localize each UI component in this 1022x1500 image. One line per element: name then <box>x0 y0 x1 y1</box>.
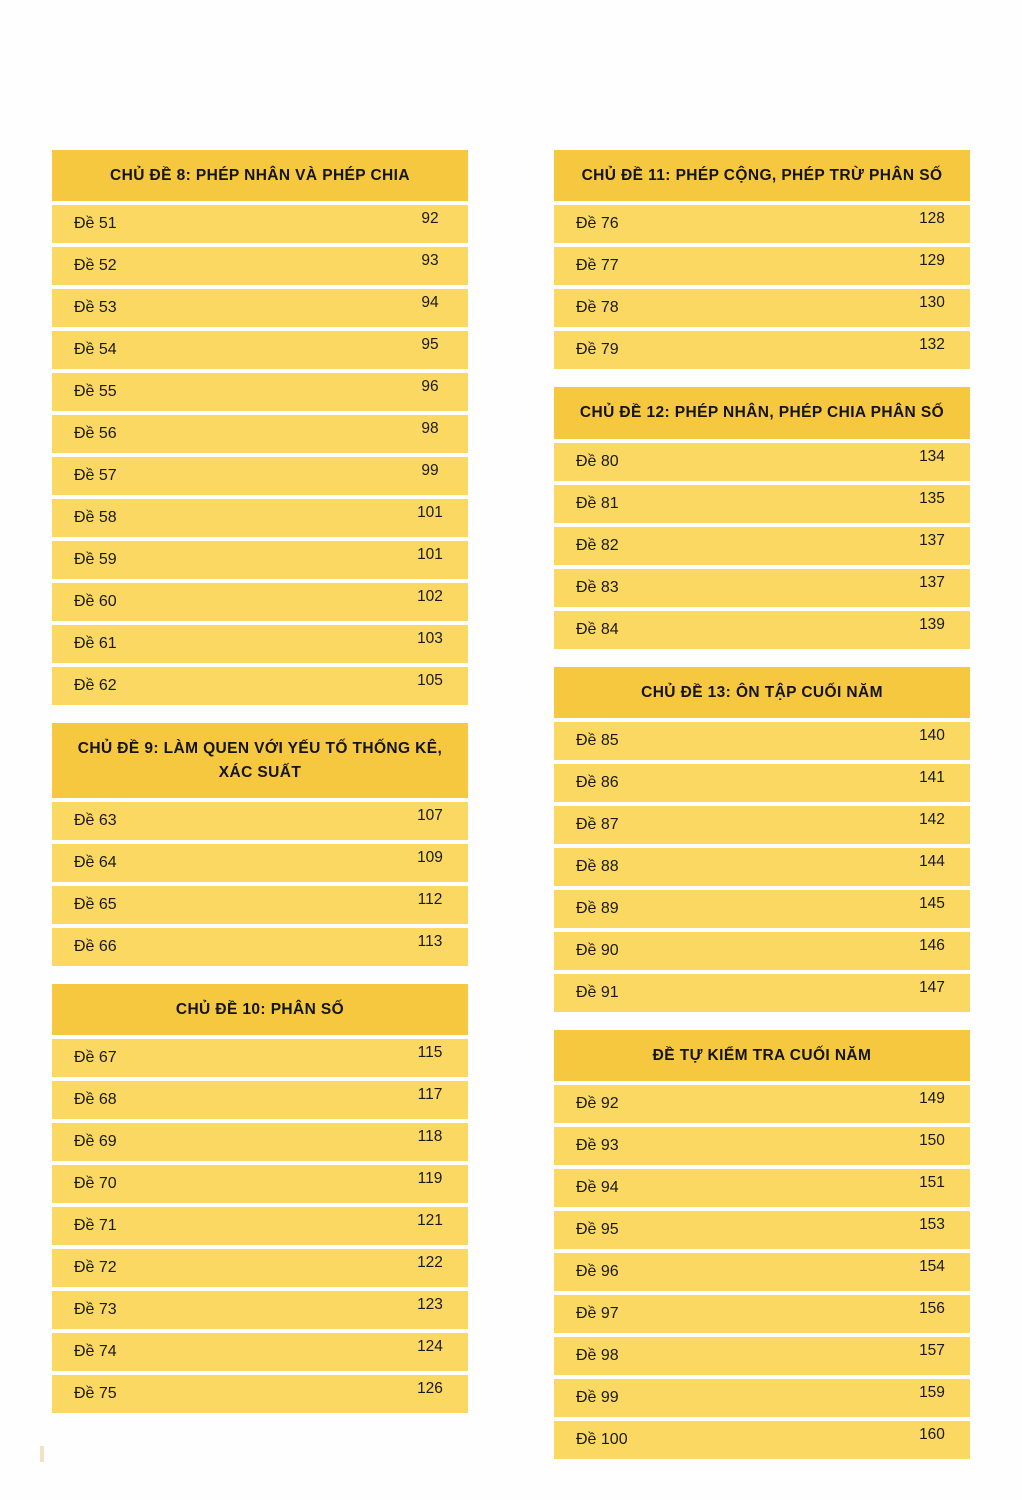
toc-entry-page-number: 153 <box>919 1216 945 1233</box>
toc-entry-page-number: 132 <box>919 336 945 354</box>
toc-entry-page-number: 109 <box>417 848 443 866</box>
toc-entry-row[interactable] <box>554 331 970 369</box>
toc-entry-page-number: 130 <box>919 294 945 312</box>
toc-entry-page-number: 93 <box>421 252 439 270</box>
toc-entry-label: Đề 53 <box>74 299 117 317</box>
toc-entry-page-number: 157 <box>919 1342 945 1359</box>
toc-entry-row[interactable] <box>554 1337 970 1375</box>
toc-entry-row[interactable] <box>52 1249 468 1287</box>
toc-entry-row[interactable] <box>554 289 970 327</box>
toc-entry-page-number: 99 <box>421 462 439 480</box>
toc-entry-page-number: 107 <box>417 806 443 824</box>
toc-entry-label: Đề 78 <box>576 299 619 317</box>
toc-entry-label: Đề 70 <box>74 1175 117 1192</box>
toc-entry-label: Đề 52 <box>74 257 117 275</box>
toc-entry-row[interactable] <box>52 1291 468 1329</box>
section-heading: CHỦ ĐỀ 13: ÔN TẬP CUỐI NĂM <box>554 667 970 718</box>
toc-entry-label: Đề 90 <box>576 941 619 959</box>
toc-entry-page-number: 95 <box>421 336 439 354</box>
toc-entry-row[interactable] <box>554 485 970 523</box>
toc-entry-page-number: 101 <box>417 546 443 564</box>
toc-entry-row[interactable] <box>554 890 970 928</box>
toc-entry-page-number: 117 <box>417 1086 443 1103</box>
toc-entry-label: Đề 94 <box>576 1179 619 1196</box>
toc-entry-page-number: 146 <box>919 936 945 954</box>
toc-entry-label: Đề 60 <box>74 593 117 611</box>
toc-entry-row[interactable] <box>52 541 468 579</box>
toc-entry-row[interactable] <box>52 1207 468 1245</box>
toc-entry-label: Đề 98 <box>576 1347 619 1364</box>
toc-entry-label: Đề 76 <box>576 215 619 233</box>
toc-entry-page-number: 145 <box>919 894 945 912</box>
toc-entry-label: Đề 75 <box>74 1385 117 1402</box>
toc-entry-row[interactable] <box>52 886 468 924</box>
toc-entry-label: Đề 54 <box>74 341 117 359</box>
toc-entry-page-number: 103 <box>417 630 443 648</box>
toc-entry-label: Đề 51 <box>74 215 117 233</box>
toc-entry-label: Đề 83 <box>576 578 619 596</box>
toc-entry-row[interactable] <box>52 625 468 663</box>
toc-entry-label: Đề 81 <box>576 494 619 512</box>
toc-entry-label: Đề 72 <box>74 1259 117 1276</box>
toc-entry-page-number: 151 <box>919 1174 945 1191</box>
toc-entry-row[interactable] <box>554 1295 970 1333</box>
toc-entry-page-number: 92 <box>421 210 439 228</box>
toc-entry-row[interactable] <box>52 1333 468 1371</box>
toc-entry-label: Đề 57 <box>74 467 117 485</box>
toc-entry-label: Đề 62 <box>74 677 117 695</box>
toc-entry-row[interactable] <box>554 1211 970 1249</box>
toc-entry-page-number: 94 <box>421 294 439 312</box>
toc-entry-page-number: 137 <box>919 573 945 591</box>
toc-entry-page-number: 123 <box>417 1296 443 1313</box>
toc-entry-row[interactable] <box>52 667 468 705</box>
toc-entry-label: Đề 82 <box>576 536 619 554</box>
toc-entry-page-number: 144 <box>919 852 945 870</box>
toc-entry-row[interactable] <box>52 583 468 621</box>
toc-entry-page-number: 105 <box>417 672 443 690</box>
toc-entry-label: Đề 66 <box>74 937 117 955</box>
toc-entry-page-number: 128 <box>919 210 945 228</box>
toc-entry-row[interactable] <box>52 1039 468 1077</box>
toc-entry-row[interactable] <box>52 1165 468 1203</box>
toc-entry-page-number: 115 <box>417 1044 443 1061</box>
toc-entry-label: Đề 64 <box>74 853 117 871</box>
section-heading: CHỦ ĐỀ 11: PHÉP CỘNG, PHÉP TRỪ PHÂN SỐ <box>554 150 970 201</box>
toc-entry-page-number: 112 <box>417 890 443 908</box>
toc-entry-label: Đề 87 <box>576 815 619 833</box>
toc-entry-row[interactable] <box>52 457 468 495</box>
toc-entry-row[interactable] <box>52 1375 468 1413</box>
toc-entry-label: Đề 100 <box>576 1431 628 1448</box>
toc-entry-label: Đề 86 <box>576 773 619 791</box>
toc-entry-row[interactable] <box>52 289 468 327</box>
toc-entry-row[interactable] <box>52 802 468 840</box>
toc-entry-page-number: 140 <box>919 726 945 744</box>
toc-entry-row[interactable] <box>52 844 468 882</box>
toc-entry-label: Đề 61 <box>74 635 117 653</box>
toc-entry-label: Đề 99 <box>576 1389 619 1406</box>
toc-entry-row[interactable] <box>554 527 970 565</box>
toc-entry-label: Đề 63 <box>74 811 117 829</box>
toc-entry-row[interactable] <box>554 205 970 243</box>
toc-entry-page-number: 96 <box>421 378 439 396</box>
toc-entry-page-number: 150 <box>919 1132 945 1149</box>
toc-entry-row[interactable] <box>554 806 970 844</box>
toc-entry-row[interactable] <box>554 1085 970 1123</box>
toc-entry-label: Đề 77 <box>576 257 619 275</box>
toc-entry-page-number: 118 <box>417 1128 443 1145</box>
toc-entry-row[interactable] <box>52 928 468 966</box>
toc-columns <box>52 150 970 1459</box>
toc-entry-row[interactable] <box>52 373 468 411</box>
toc-entry-row[interactable] <box>52 1123 468 1161</box>
toc-entry-page-number: 122 <box>417 1254 443 1271</box>
toc-entry-page-number: 139 <box>919 615 945 633</box>
toc-entry-row[interactable] <box>52 205 468 243</box>
toc-entry-row[interactable] <box>52 415 468 453</box>
toc-column <box>554 150 970 1459</box>
toc-entry-label: Đề 74 <box>74 1343 117 1360</box>
toc-entry-label: Đề 79 <box>576 341 619 359</box>
section-spacer <box>554 373 970 383</box>
section-spacer <box>554 1016 970 1026</box>
toc-entry-label: Đề 91 <box>576 983 619 1001</box>
toc-entry-label: Đề 71 <box>74 1217 117 1234</box>
toc-entry-page-number: 134 <box>919 447 945 465</box>
toc-entry-page-number: 159 <box>919 1384 945 1401</box>
toc-entry-label: Đề 92 <box>576 1095 619 1112</box>
toc-entry-page-number: 119 <box>417 1170 443 1187</box>
toc-entry-row[interactable] <box>52 247 468 285</box>
toc-entry-row[interactable] <box>554 1421 970 1459</box>
toc-entry-row[interactable] <box>554 764 970 802</box>
toc-entry-row[interactable] <box>554 932 970 970</box>
toc-entry-label: Đề 68 <box>74 1091 117 1108</box>
toc-entry-label: Đề 88 <box>576 857 619 875</box>
toc-entry-page-number: 149 <box>919 1090 945 1107</box>
toc-entry-label: Đề 97 <box>576 1305 619 1322</box>
toc-entry-label: Đề 84 <box>576 620 619 638</box>
toc-entry-label: Đề 56 <box>74 425 117 443</box>
toc-entry-label: Đề 85 <box>576 731 619 749</box>
toc-entry-label: Đề 93 <box>576 1137 619 1154</box>
toc-entry-row[interactable] <box>554 443 970 481</box>
section-heading: ĐỀ TỰ KIỂM TRA CUỐI NĂM <box>554 1030 970 1081</box>
toc-entry-row[interactable] <box>554 247 970 285</box>
section-heading: CHỦ ĐỀ 10: PHÂN SỐ <box>52 984 468 1035</box>
toc-entry-label: Đề 55 <box>74 383 117 401</box>
toc-entry-page-number: 160 <box>919 1426 945 1443</box>
toc-entry-row[interactable] <box>554 1127 970 1165</box>
toc-entry-row[interactable] <box>554 611 970 649</box>
toc-entry-label: Đề 58 <box>74 509 117 527</box>
toc-entry-page-number: 113 <box>417 932 443 950</box>
toc-column <box>52 150 468 1459</box>
toc-entry-page-number: 147 <box>919 978 945 996</box>
section-heading: CHỦ ĐỀ 9: LÀM QUEN VỚI YẾU TỐ THỐNG KÊ, XÁC SUẤT <box>52 723 468 798</box>
section-spacer <box>52 970 468 980</box>
toc-entry-page-number: 101 <box>417 504 443 522</box>
toc-entry-page-number: 98 <box>421 420 439 438</box>
toc-entry-row[interactable] <box>52 331 468 369</box>
toc-entry-page-number: 154 <box>919 1258 945 1275</box>
toc-entry-label: Đề 96 <box>576 1263 619 1280</box>
toc-entry-row[interactable] <box>554 1379 970 1417</box>
section-heading: CHỦ ĐỀ 8: PHÉP NHÂN VÀ PHÉP CHIA <box>52 150 468 201</box>
toc-entry-label: Đề 95 <box>576 1221 619 1238</box>
toc-entry-page-number: 137 <box>919 531 945 549</box>
toc-entry-row[interactable] <box>554 848 970 886</box>
toc-entry-page-number: 156 <box>919 1300 945 1317</box>
toc-entry-row[interactable] <box>52 499 468 537</box>
toc-entry-label: Đề 59 <box>74 551 117 569</box>
toc-entry-page-number: 141 <box>919 768 945 786</box>
toc-entry-row[interactable] <box>554 1253 970 1291</box>
toc-entry-row[interactable] <box>52 1081 468 1119</box>
toc-entry-page-number: 129 <box>919 252 945 270</box>
toc-entry-label: Đề 67 <box>74 1049 117 1066</box>
toc-entry-label: Đề 89 <box>576 899 619 917</box>
toc-entry-row[interactable] <box>554 569 970 607</box>
toc-entry-row[interactable] <box>554 722 970 760</box>
printers-corner-mark <box>40 1446 44 1462</box>
toc-entry-page-number: 142 <box>919 810 945 828</box>
toc-entry-page-number: 121 <box>417 1212 443 1229</box>
toc-entry-label: Đề 69 <box>74 1133 117 1150</box>
toc-entry-page-number: 124 <box>417 1338 443 1355</box>
toc-entry-page-number: 126 <box>417 1380 443 1397</box>
toc-entry-label: Đề 80 <box>576 452 619 470</box>
section-spacer <box>554 653 970 663</box>
section-heading: CHỦ ĐỀ 12: PHÉP NHÂN, PHÉP CHIA PHÂN SỐ <box>554 387 970 438</box>
toc-entry-label: Đề 73 <box>74 1301 117 1318</box>
toc-entry-row[interactable] <box>554 974 970 1012</box>
section-spacer <box>52 709 468 719</box>
toc-entry-page-number: 135 <box>919 489 945 507</box>
toc-entry-row[interactable] <box>554 1169 970 1207</box>
toc-entry-page-number: 102 <box>417 588 443 606</box>
toc-entry-label: Đề 65 <box>74 895 117 913</box>
